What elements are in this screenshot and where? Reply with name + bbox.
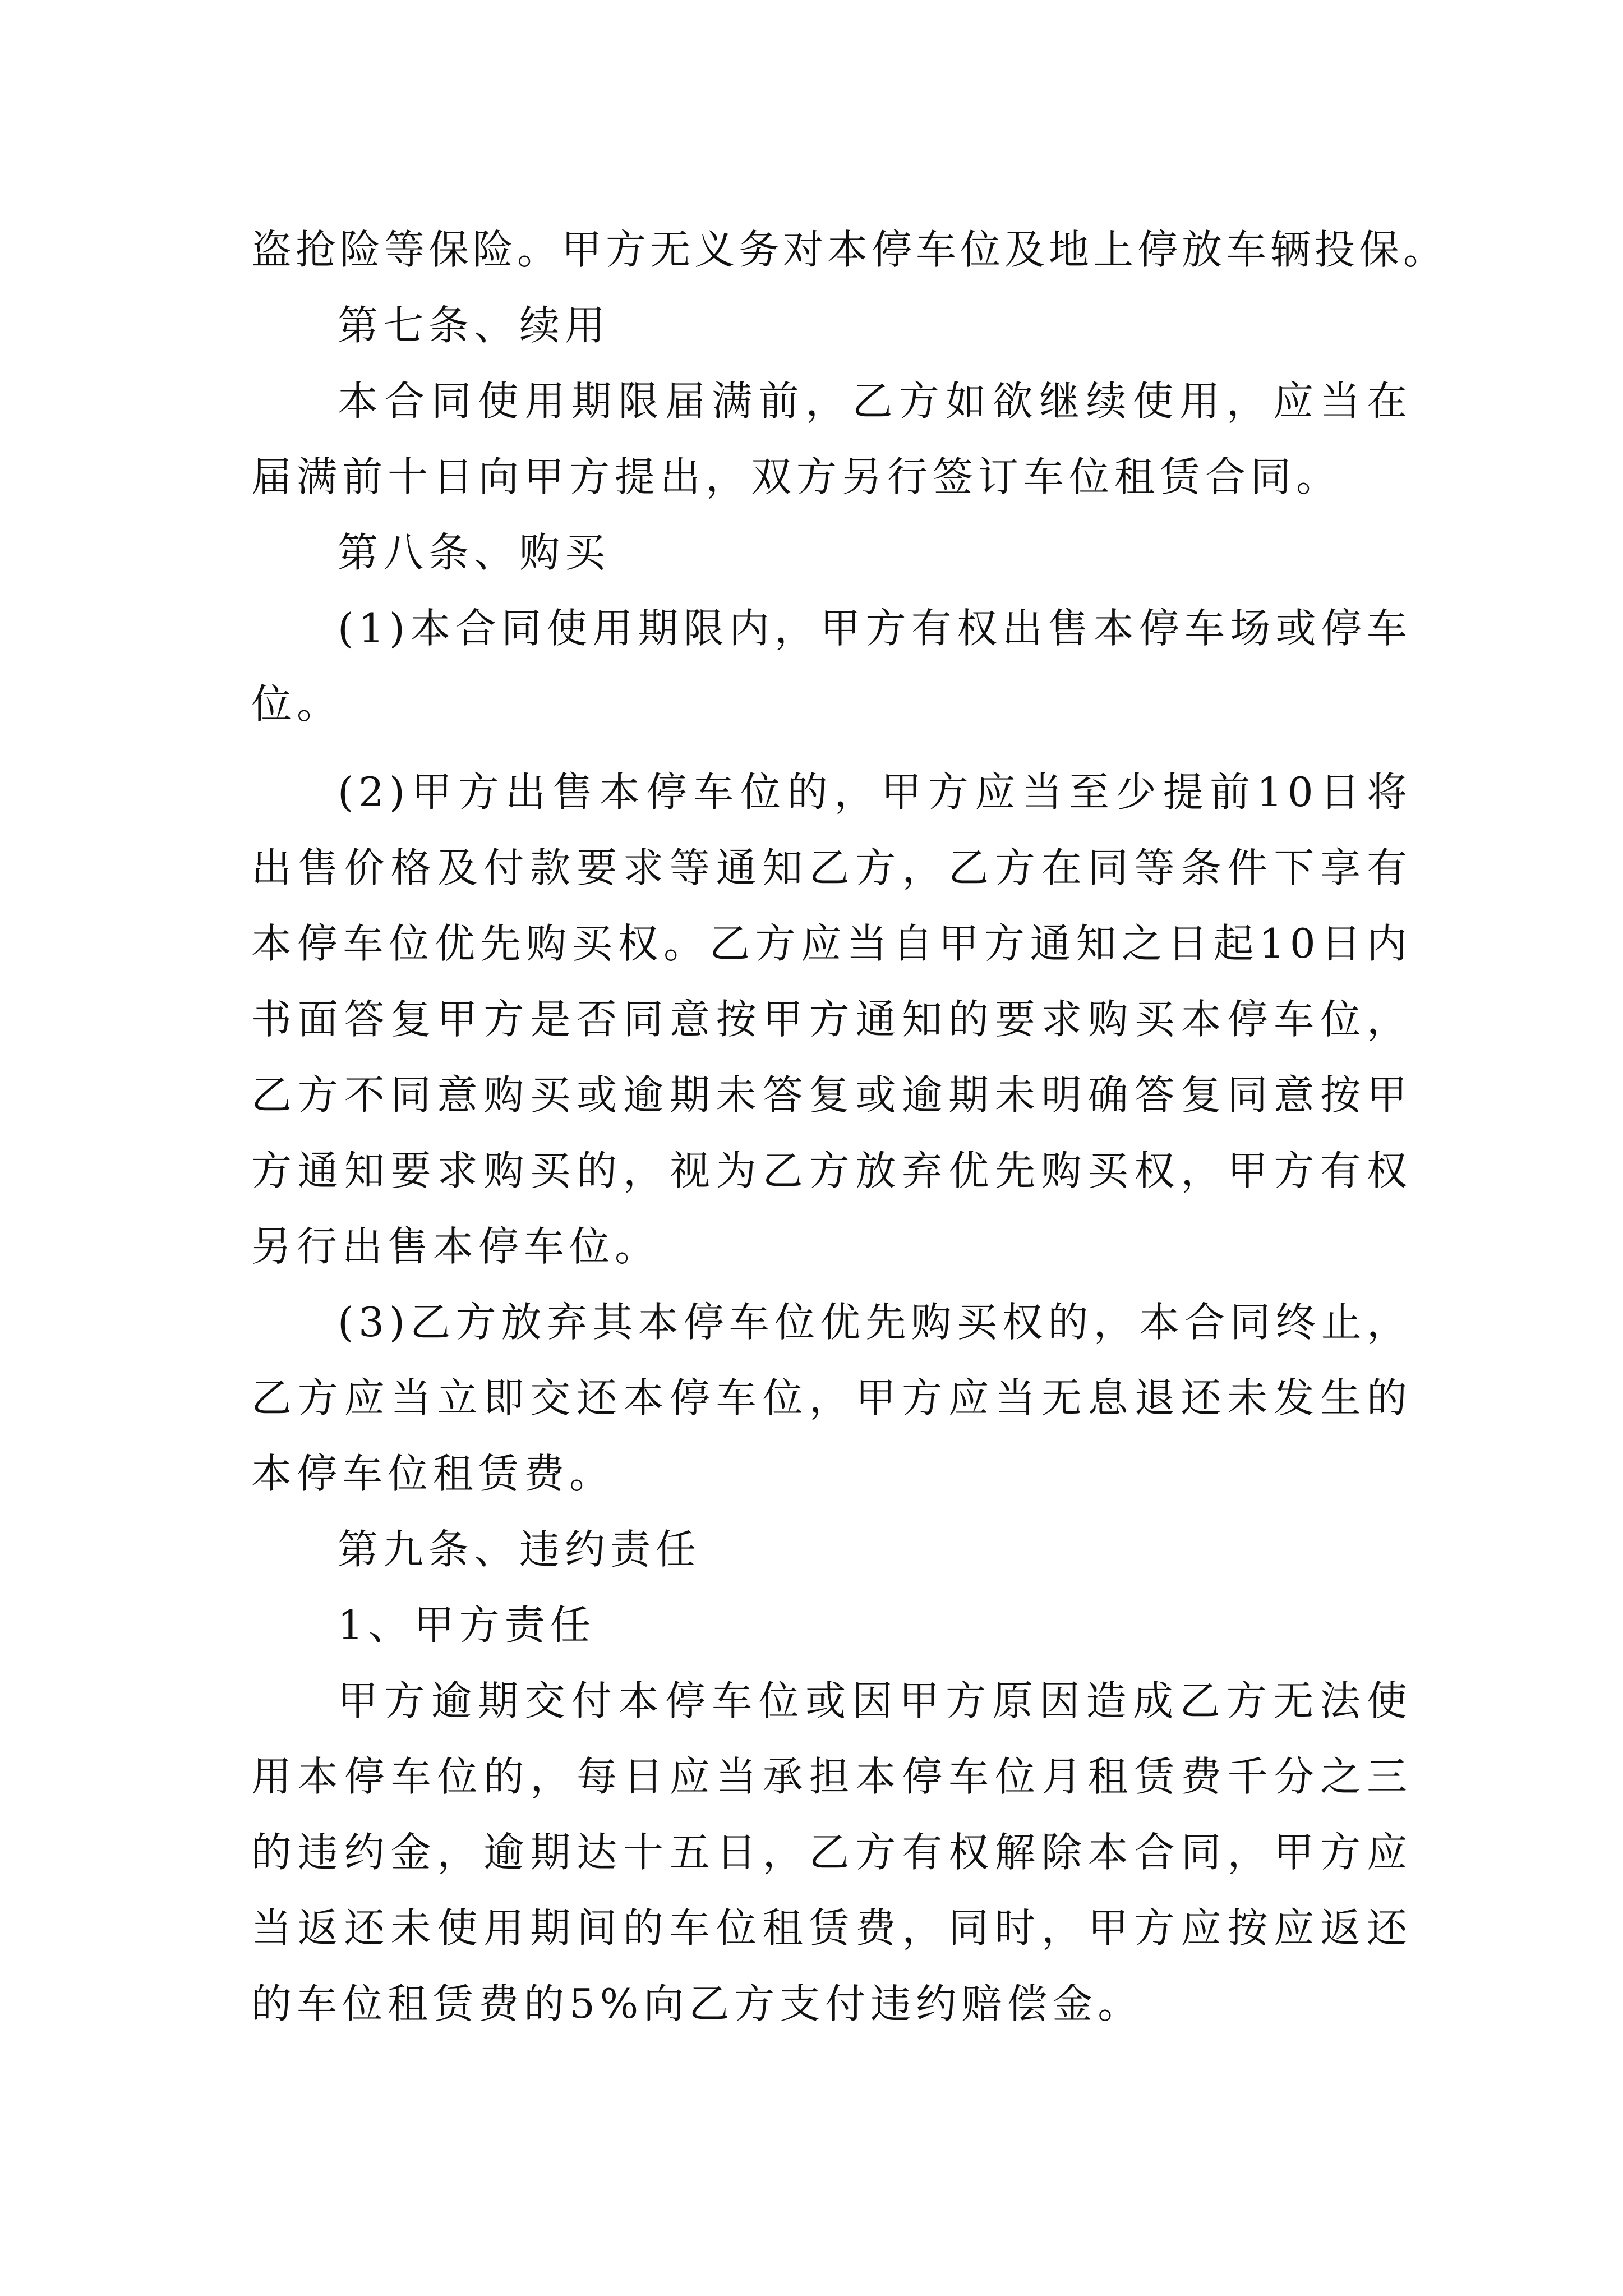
paragraph-purchase-1: (1)本合同使用期限内，甲方有权出售本停车场或停车位。 xyxy=(251,605,1412,728)
document-body xyxy=(251,212,1448,2042)
paragraph-insurance-end: 盗抢险等保险。甲方无义务对本停车位及地上停放车辆投保。 xyxy=(251,226,1448,273)
heading-article-9-liability: 第九条、违约责任 xyxy=(338,1526,702,1573)
paragraph-purchase-2: (2)甲方出售本停车位的，甲方应当至少提前10日将出售价格及付款要求等通知乙方，乙方在同等条件下享有本停车位优先购买权。乙方应当自甲方通知之日起10日内书面答复甲方是否同意按甲方通知的要求购买本停车位，乙方不同意购买或逾期未答复或逾期未明确答复同意按甲方通知要求购买的，视为乙方放弃优先购买权，甲方有权另行出售本停车位。 xyxy=(251,769,1412,1270)
heading-article-7-renewal: 第七条、续用 xyxy=(338,302,611,349)
heading-article-8-purchase: 第八条、购买 xyxy=(338,529,611,576)
paragraph-purchase-3: (3)乙方放弃其本停车位优先购买权的，本合同终止，乙方应当立即交还本停车位，甲方应当无息退还未发生的本停车位租赁费。 xyxy=(251,1299,1412,1497)
paragraph-party-a-liability: 甲方逾期交付本停车位或因甲方原因造成乙方无法使用本停车位的，每日应当承担本停车位月租赁费千分之三的违约金，逾期达十五日，乙方有权解除本合同，甲方应当返还未使用期间的车位租赁费，同时，甲方应按应返还的车位租赁费的5%向乙方支付违约赔偿金。 xyxy=(251,1677,1412,2027)
paragraph-renewal: 本合同使用期限届满前，乙方如欲继续使用，应当在届满前十日向甲方提出，双方另行签订车位租赁合同。 xyxy=(251,378,1412,500)
heading-party-a-liability: 1、甲方责任 xyxy=(338,1602,596,1649)
